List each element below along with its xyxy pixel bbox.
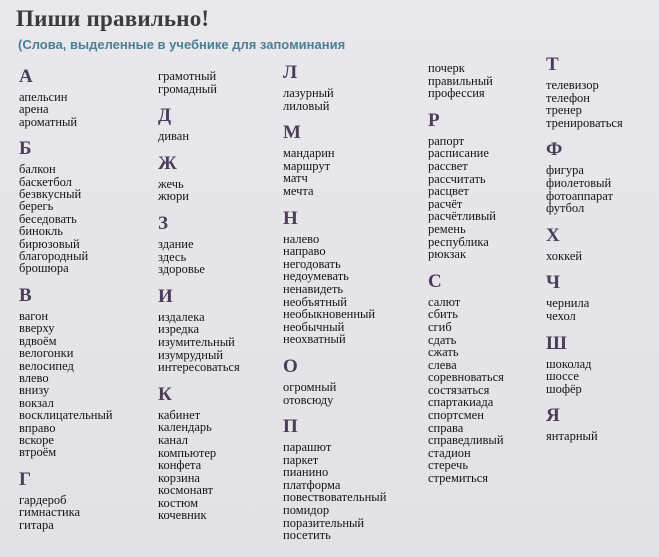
section-letter: О	[283, 355, 298, 377]
vocabulary-word: влево	[19, 370, 49, 385]
vocabulary-word: берегь	[19, 199, 54, 214]
section-letter: Я	[546, 405, 560, 427]
vocabulary-word: шоссе	[546, 369, 579, 384]
vocabulary-word: конфета	[158, 458, 202, 473]
word-column-1	[19, 66, 159, 531]
vocabulary-word: чернила	[546, 296, 590, 311]
vocabulary-word: лазурный	[283, 86, 334, 100]
vocabulary-word: сдать	[428, 332, 457, 347]
section-letter: Ч	[546, 272, 560, 294]
section-letter: З	[158, 212, 169, 234]
vocabulary-word: недоумевать	[283, 269, 349, 284]
vocabulary-word: республика	[428, 234, 489, 249]
vocabulary-word: балкон	[19, 162, 56, 177]
vocabulary-word: необычный	[283, 319, 345, 334]
vocabulary-word: футбол	[546, 201, 585, 216]
vocabulary-word: расчётливый	[428, 209, 496, 224]
vocabulary-word: необъятный	[283, 294, 347, 309]
vocabulary-word: сбить	[428, 307, 458, 322]
vocabulary-word: слева	[428, 357, 457, 372]
vocabulary-word: негодовать	[283, 256, 341, 271]
vocabulary-word: костюм	[158, 495, 199, 510]
page-title: Пиши правильно!	[16, 6, 210, 31]
vocabulary-word: вправо	[19, 420, 56, 435]
vocabulary-word: компьютер	[158, 445, 217, 460]
vocabulary-word: огромный	[283, 379, 337, 394]
vocabulary-word: внизу	[19, 383, 50, 398]
vocabulary-word: громадный	[158, 81, 217, 96]
word-column-5	[546, 54, 659, 443]
vocabulary-word: пианино	[283, 465, 329, 480]
vocabulary-word: изумительный	[158, 334, 235, 349]
vocabulary-word: изредка	[158, 322, 200, 337]
vocabulary-word: баскетбол	[19, 174, 72, 189]
vocabulary-word: профессия	[428, 86, 485, 101]
vocabulary-word: спартакиада	[428, 395, 494, 410]
vocabulary-word: чехол	[546, 308, 576, 323]
section-letter: И	[158, 285, 173, 307]
page-subtitle: (Слова, выделенные в учебнике для запоминания	[18, 37, 346, 52]
vocabulary-word: помидор	[283, 503, 330, 518]
vocabulary-word: ненавидеть	[283, 281, 344, 296]
vocabulary-word: необыкновенный	[283, 307, 376, 322]
vocabulary-word: хоккей	[546, 248, 583, 263]
vocabulary-word: стеречь	[428, 458, 469, 473]
vocabulary-word: вскоре	[19, 432, 54, 447]
vocabulary-word: справа	[428, 420, 464, 435]
vocabulary-word: бинокль	[19, 224, 64, 239]
vocabulary-word: космонавт	[158, 483, 213, 498]
vocabulary-word: налево	[283, 231, 320, 246]
vocabulary-word: правильный	[428, 73, 493, 88]
vocabulary-word: стадион	[428, 445, 471, 460]
vocabulary-word: расписание	[428, 146, 489, 161]
vocabulary-word: мечта	[283, 183, 314, 198]
vocabulary-word: паркет	[283, 452, 319, 467]
vocabulary-word: вверху	[19, 321, 55, 336]
vocabulary-word: гитара	[19, 517, 54, 532]
vocabulary-word: сжать	[428, 345, 459, 360]
vocabulary-word: направо	[283, 244, 326, 259]
vocabulary-word: кочевник	[158, 508, 207, 523]
vocabulary-word: рюкзак	[428, 247, 467, 262]
vocabulary-word: гимнастика	[19, 505, 81, 520]
vocabulary-word: стремиться	[428, 471, 489, 486]
vocabulary-word: сгиб	[428, 319, 452, 334]
vocabulary-word: шоколад	[546, 356, 592, 371]
vocabulary-word: брошюра	[19, 261, 69, 276]
vocabulary-word: фигура	[546, 163, 584, 178]
section-letter: А	[19, 66, 33, 87]
vocabulary-word: посетить	[283, 528, 331, 543]
vocabulary-word: расчёт	[428, 196, 463, 211]
vocabulary-word: неохватный	[283, 332, 346, 347]
vocabulary-word: здесь	[158, 249, 187, 264]
vocabulary-word: телефон	[546, 90, 590, 105]
vocabulary-word: маршрут	[283, 158, 331, 173]
vocabulary-word: мандарин	[283, 146, 335, 161]
section-letter: Н	[283, 207, 298, 229]
vocabulary-word: матч	[283, 171, 308, 186]
vocabulary-word: издалека	[158, 309, 205, 324]
vocabulary-word: жюри	[158, 189, 189, 204]
section-letter: Х	[546, 224, 560, 246]
vocabulary-word: гардероб	[19, 492, 67, 507]
vocabulary-word: велосипед	[19, 358, 74, 373]
vocabulary-word: шофёр	[546, 381, 582, 396]
vocabulary-word: интересоваться	[158, 360, 240, 375]
section-letter: Б	[19, 138, 32, 160]
vocabulary-word: фотоаппарат	[546, 188, 613, 203]
vocabulary-word: восклицательный	[19, 408, 113, 423]
vocabulary-word: спортсмен	[428, 408, 484, 423]
vocabulary-word: янтарный	[546, 429, 598, 444]
section-letter: Ф	[546, 139, 563, 161]
vocabulary-word: ароматный	[19, 114, 78, 129]
vocabulary-word: повествовательный	[283, 490, 387, 505]
vocabulary-word: арена	[19, 102, 49, 117]
section-letter: Г	[19, 468, 32, 490]
vocabulary-word: рапорт	[428, 133, 465, 148]
vocabulary-word: апельсин	[19, 90, 68, 104]
vocabulary-word: ремень	[428, 221, 466, 236]
vocabulary-word: рассчитать	[428, 171, 486, 186]
vocabulary-word: платформа	[283, 477, 341, 492]
section-letter: П	[283, 416, 298, 438]
vocabulary-word: поразительный	[283, 515, 365, 530]
section-letter: К	[158, 383, 172, 405]
vocabulary-word: тренер	[546, 103, 582, 118]
section-letter: С	[428, 270, 442, 292]
vocabulary-word: вдвоём	[19, 333, 57, 348]
vocabulary-word: безвкусный	[19, 187, 82, 202]
section-letter: Ш	[546, 332, 567, 354]
vocabulary-word: справедливый	[428, 433, 504, 448]
vocabulary-word: телевизор	[546, 78, 599, 92]
word-column-3	[283, 62, 423, 542]
vocabulary-word: фиолетовый	[546, 175, 612, 190]
section-letter: В	[19, 284, 32, 306]
vocabulary-word: кабинет	[158, 407, 201, 422]
vocabulary-word: грамотный	[158, 69, 217, 83]
vocabulary-word: втроём	[19, 445, 57, 460]
vocabulary-word: расцвет	[428, 184, 469, 199]
vocabulary-word: здание	[158, 236, 194, 251]
vocabulary-word: тренироваться	[546, 115, 623, 130]
vocabulary-word: рассвет	[428, 158, 468, 173]
vocabulary-word: календарь	[158, 420, 212, 435]
vocabulary-word: вокзал	[19, 395, 54, 410]
vocabulary-word: жечь	[158, 176, 184, 191]
section-letter: Р	[428, 109, 440, 131]
vocabulary-word: салют	[428, 294, 461, 309]
vocabulary-word: лиловый	[283, 98, 330, 113]
vocabulary-word: соревноваться	[428, 370, 504, 385]
vocabulary-word: беседовать	[19, 211, 77, 226]
vocabulary-word: диван	[158, 129, 190, 144]
vocabulary-word: парашют	[283, 440, 332, 455]
vocabulary-word: велогонки	[19, 346, 74, 361]
vocabulary-word: канал	[158, 432, 189, 447]
section-letter: Д	[158, 105, 172, 127]
word-column-2	[158, 70, 298, 522]
vocabulary-word: здоровье	[158, 262, 205, 277]
vocabulary-word: отовсюду	[283, 392, 334, 407]
vocabulary-word: вагон	[19, 308, 49, 323]
section-letter: Л	[283, 62, 298, 83]
vocabulary-word: изумрудный	[158, 347, 224, 362]
vocabulary-word: состязаться	[428, 382, 490, 397]
section-letter: М	[283, 122, 301, 144]
vocabulary-word: корзина	[158, 470, 200, 485]
vocabulary-word: бирюзовый	[19, 236, 80, 251]
vocabulary-word: благородный	[19, 249, 89, 264]
section-letter: Ж	[158, 152, 177, 174]
section-letter: Т	[546, 54, 559, 75]
vocabulary-word: почерк	[428, 61, 465, 75]
